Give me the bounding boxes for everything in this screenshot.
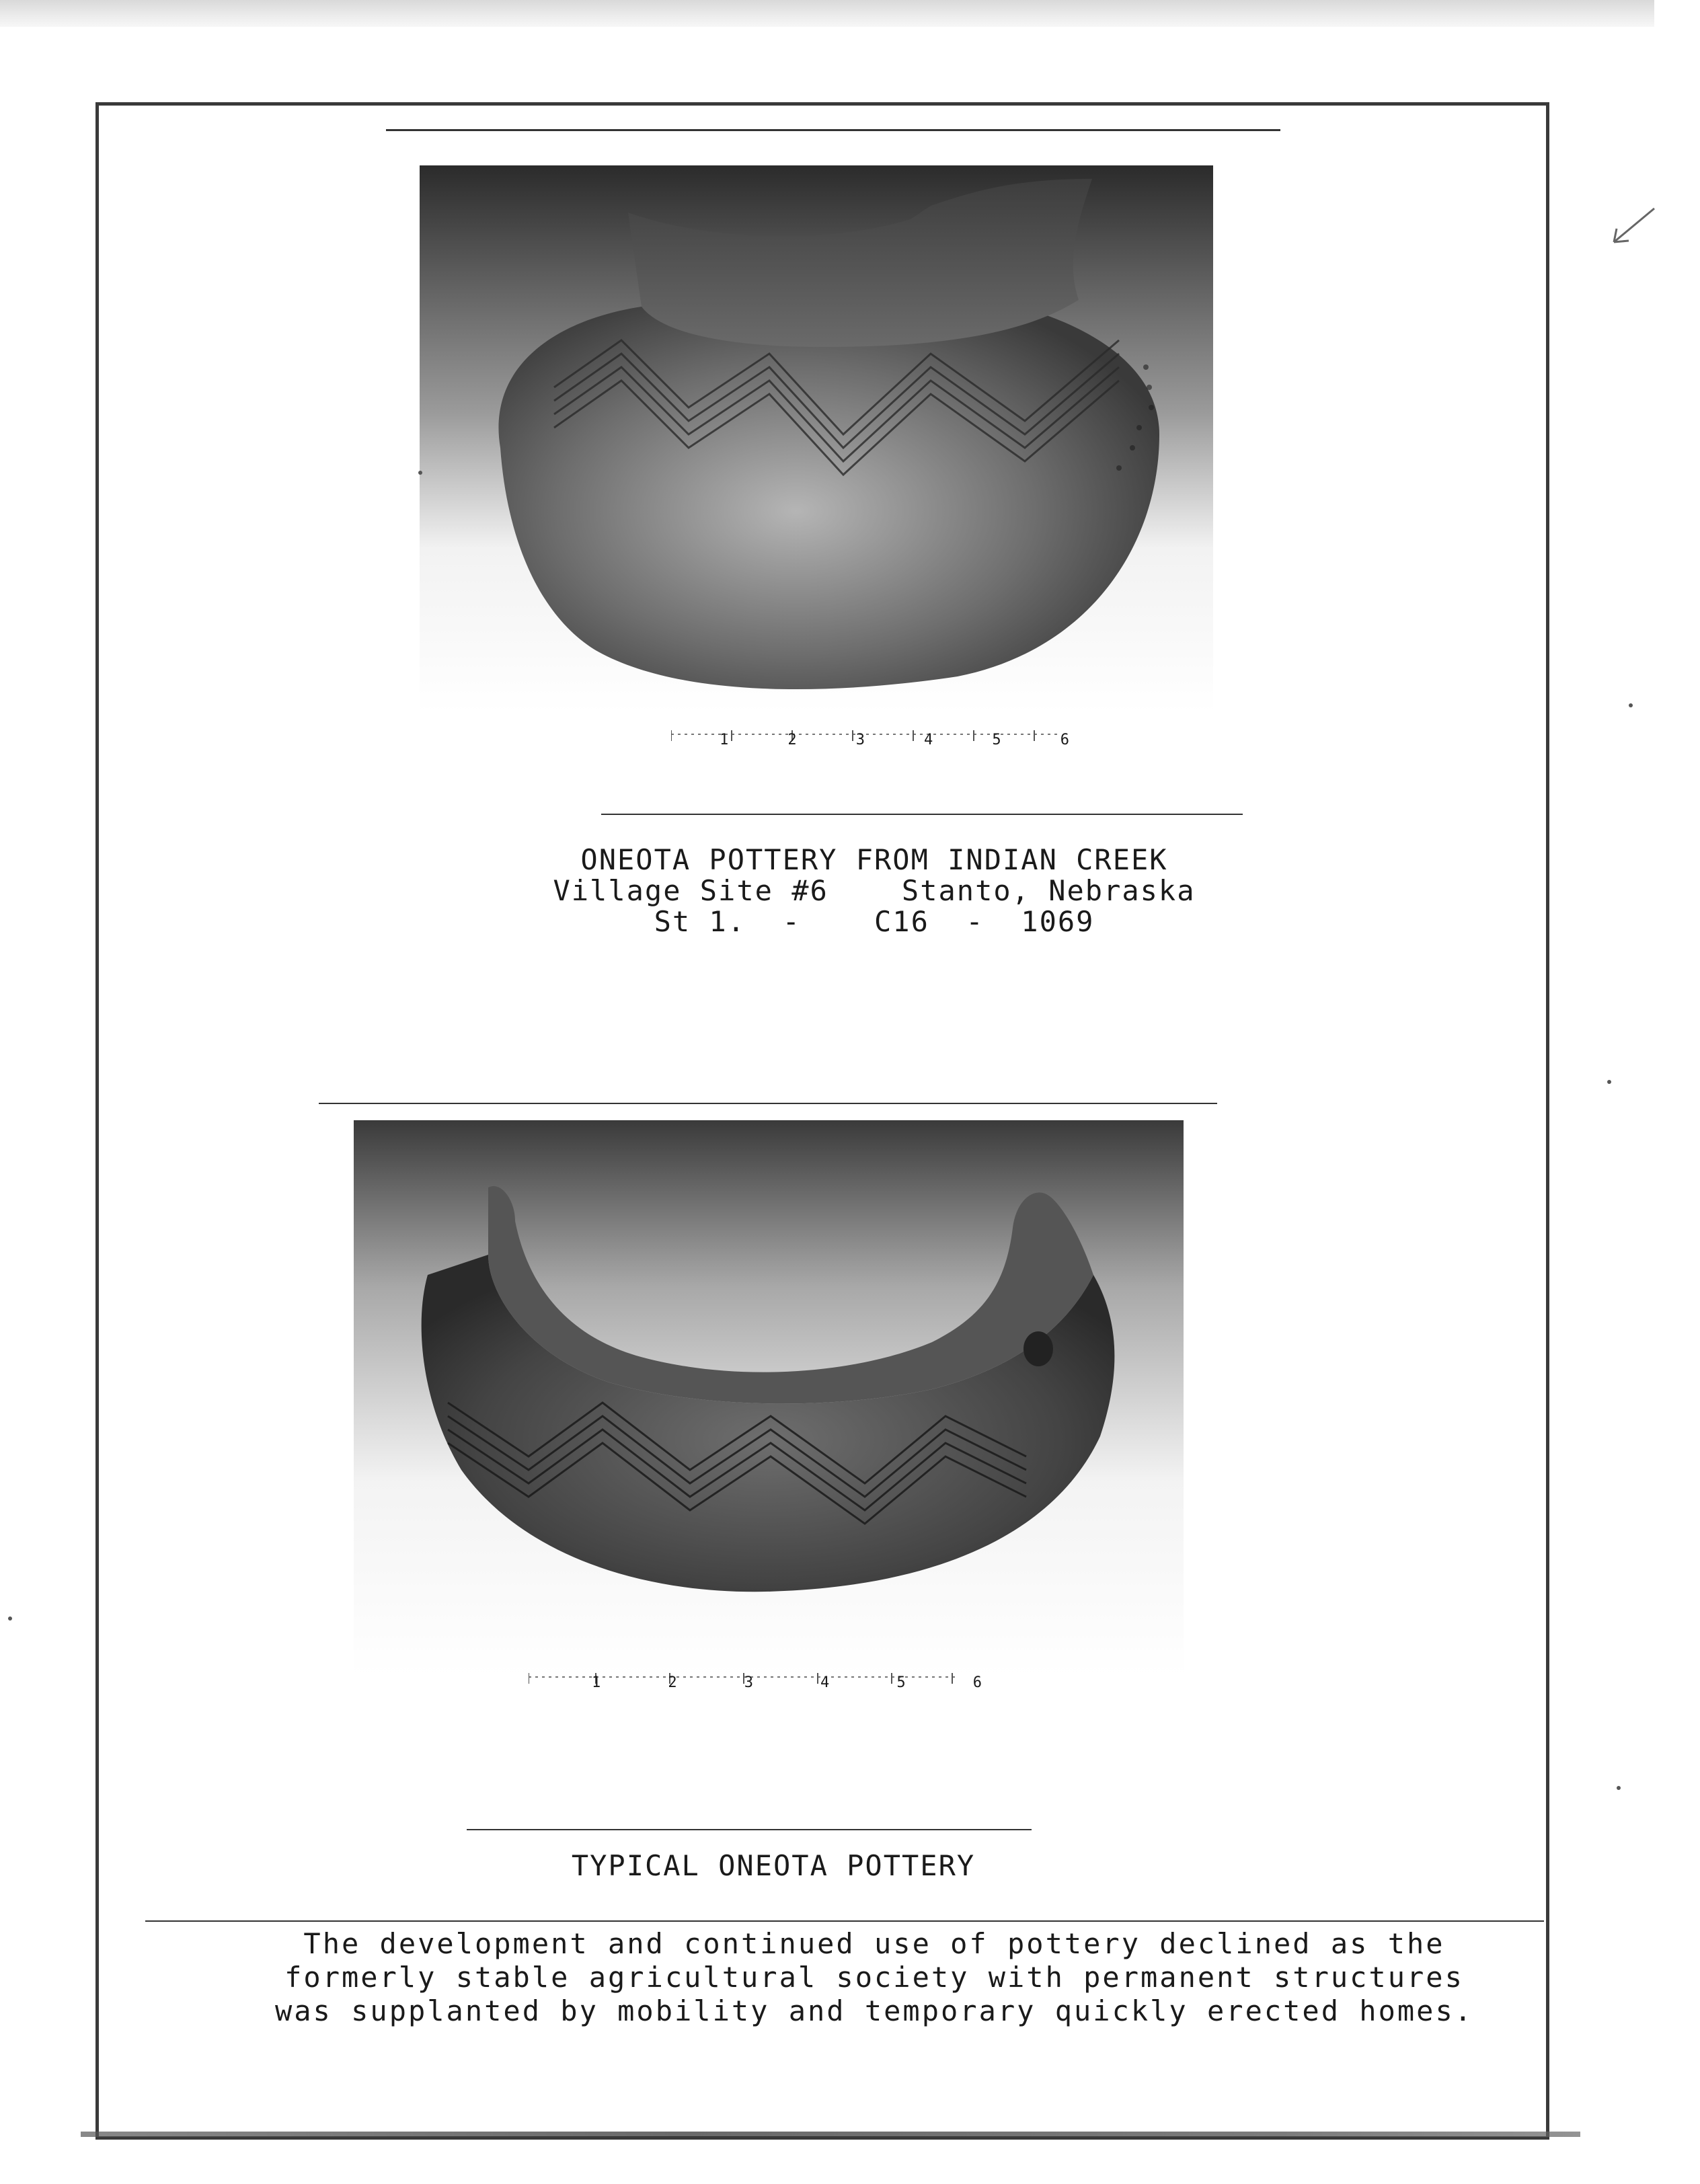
- scale-label: 5: [896, 1674, 906, 1691]
- pottery-photo-2: [354, 1120, 1184, 1676]
- scale-label: 3: [855, 732, 865, 748]
- figure2-bottom-rule: [467, 1829, 1032, 1830]
- pottery-photo-1: [420, 165, 1213, 713]
- body-paragraph: [229, 1927, 1520, 2028]
- scale-label: 2: [668, 1674, 677, 1691]
- caption-line: Village Site #6 Stanto, Nebraska: [553, 874, 1196, 907]
- scan-speck: [1607, 1080, 1611, 1084]
- scan-speck: [8, 1616, 12, 1621]
- body-line: formerly stable agricultural society with permanent structures: [284, 1961, 1464, 1994]
- scale-label: 3: [744, 1674, 753, 1691]
- frame-bottom-edge: [81, 2132, 1580, 2137]
- scale-label: 4: [924, 732, 933, 748]
- scale-label: 5: [992, 732, 1001, 748]
- figure1-top-rule: [386, 129, 1280, 131]
- body-line: was supplanted by mobility and temporary quickly erected homes.: [274, 1994, 1474, 2027]
- figure1-bottom-rule: [601, 814, 1243, 815]
- text-divider-rule: [145, 1920, 1544, 1922]
- scale-labels-2: [592, 1674, 982, 1694]
- pencil-arrow-mark: [1607, 202, 1661, 256]
- scale-label: 6: [972, 1674, 982, 1691]
- body-line: The development and continued use of pottery declined as the: [303, 1927, 1445, 1960]
- scale-labels-1: [720, 732, 1069, 752]
- figure2-top-rule: [319, 1103, 1217, 1104]
- figure2-caption: TYPICAL ONEOTA POTTERY: [571, 1849, 976, 1882]
- scale-label: 4: [820, 1674, 830, 1691]
- scan-top-strip: [0, 0, 1654, 27]
- figure1-caption: [403, 845, 1345, 937]
- scan-speck: [1617, 1786, 1621, 1790]
- scan-speck: [1629, 703, 1633, 707]
- scan-speck: [418, 471, 422, 475]
- scale-label: 2: [787, 732, 797, 748]
- caption-line: ONEOTA POTTERY FROM INDIAN CREEK: [580, 843, 1168, 876]
- caption-line: St 1. - C16 - 1069: [654, 905, 1095, 938]
- scale-label: 1: [592, 1674, 601, 1691]
- scale-label: 1: [720, 732, 729, 748]
- scale-label: 6: [1060, 732, 1069, 748]
